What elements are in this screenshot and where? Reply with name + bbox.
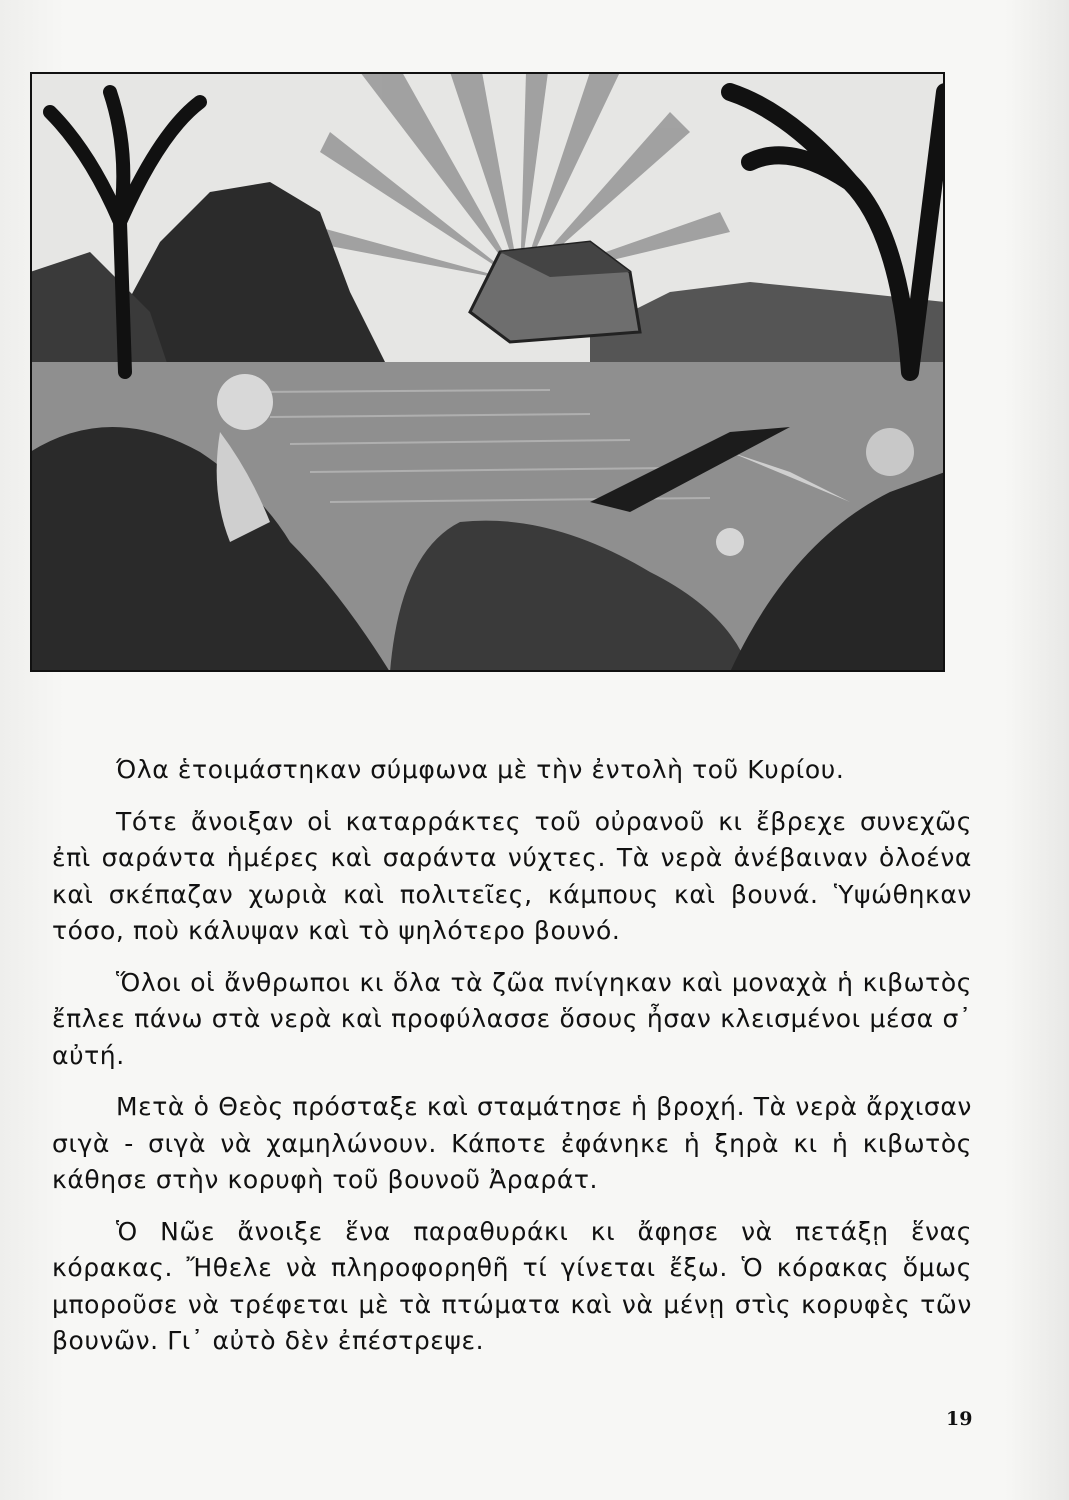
- paragraph-1: Όλα ἑτοιμάστηκαν σύμφωνα μὲ τὴν ἐντολὴ τοῦ Κυρίου.: [116, 755, 845, 784]
- body-text: [52, 752, 972, 1375]
- page-number: 19: [946, 1408, 973, 1430]
- paragraph-5: Ὁ Νῶε ἄνοιξε ἕνα παραθυράκι κι ἄφησε νὰ πετάξῃ ἕνας κόρακας. Ἤθελε νὰ πληροφορηθῆ τί γίνεται ἔξω. Ὁ κόρακας ὅμως μποροῦσε νὰ τρέφεται μὲ τὰ πτώματα καὶ νὰ μένῃ στὶς κορυφὲς τῶν βουνῶν. Γι᾽ αὐτὸ δὲν ἐπέστρεψε.: [52, 1216, 972, 1355]
- flood-scene-image: [30, 72, 945, 672]
- paragraph-2: Τότε ἄνοιξαν οἱ καταρράκτες τοῦ οὐρανοῦ κι ἔβρεχε συνεχῶς ἐπὶ σαράντα ἡμέρες καὶ σαράντα νύχτες. Τὰ νερὰ ἀνέβαιναν ὁλοένα καὶ σκέπαζαν χωριὰ καὶ πολιτεῖες, κάμπους καὶ βουνά. Ὑψώθηκαν τόσο, ποὺ κάλυψαν καὶ τὸ ψηλότερο βουνό.: [52, 806, 972, 945]
- paragraph-3: Ὅλοι οἱ ἄνθρωποι κι ὅλα τὰ ζῶα πνίγηκαν καὶ μοναχὰ ἡ κιβωτὸς ἔπλεε πάνω στὰ νερὰ καὶ προφύλασσε ὅσους ἦσαν κλεισμένοι μέσα σ᾽ αὐτή.: [52, 967, 972, 1070]
- flood-illustration: [30, 72, 945, 672]
- paragraph-4: Μετὰ ὁ Θεὸς πρόσταξε καὶ σταμάτησε ἡ βροχή. Τὰ νερὰ ἄρχισαν σιγὰ - σιγὰ νὰ χαμηλώνουν. Κάποτε ἐφάνηκε ἡ ξηρὰ κι ἡ κιβωτὸς κάθησε στὴν κορυφὴ τοῦ βουνοῦ Ἀραράτ.: [52, 1092, 972, 1194]
